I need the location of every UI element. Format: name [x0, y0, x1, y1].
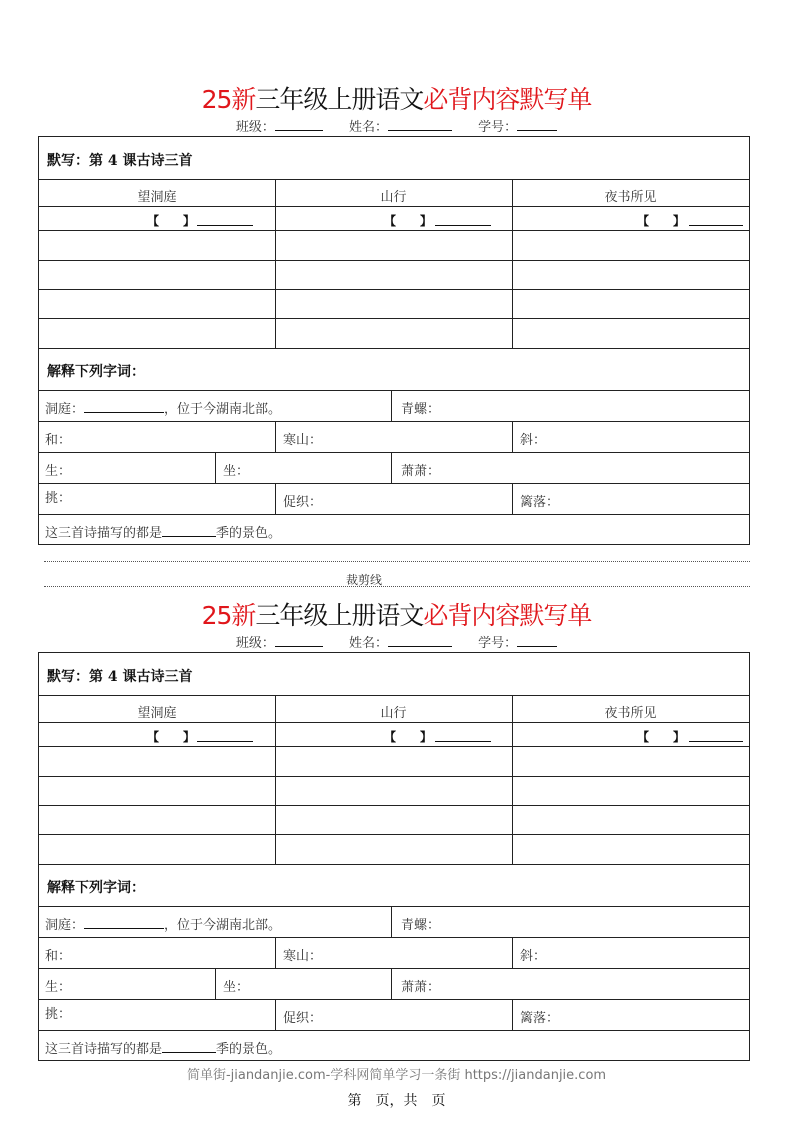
poem-title: 望洞庭: [137, 706, 177, 721]
poem-title: 山行: [380, 706, 407, 721]
class-blank[interactable]: [275, 119, 323, 131]
term-cuzhi: 促织：: [283, 495, 323, 510]
name-blank[interactable]: [388, 119, 452, 131]
author-blank[interactable]: [197, 730, 253, 742]
student-info: 班级： 姓名： 学号：: [0, 632, 793, 651]
term-tiao: 挑：: [45, 1007, 72, 1022]
term-zuo: 坐：: [223, 464, 250, 479]
term-hanshan: 寒山：: [283, 433, 323, 448]
term-dongting: 洞庭： ，位于今湖南北部。: [45, 402, 282, 417]
term-zuo: 坐：: [223, 980, 250, 995]
worksheet-copy-1: [0, 85, 793, 616]
term-he: 和：: [45, 433, 72, 448]
season-blank[interactable]: [162, 1041, 216, 1053]
id-blank[interactable]: [517, 635, 557, 647]
poem-title: 夜书所见: [604, 190, 657, 205]
footer-watermark: 简单街-jiandanjie.com-学科网简单学习一条街 https://jiandanjie.com: [186, 1068, 607, 1083]
term-liluo: 篱落：: [520, 495, 560, 510]
section-explain: 解释下列字词：: [47, 364, 145, 380]
term-cuzhi: 促织：: [283, 1011, 323, 1026]
term-qingluo: 青螺：: [401, 402, 441, 417]
poem-title: 夜书所见: [604, 706, 657, 721]
student-info: 班级： 姓名： 学号：: [0, 116, 793, 135]
summary-question: 这三首诗描写的都是 季的景色。: [45, 526, 282, 541]
author-blank[interactable]: [197, 214, 253, 226]
term-hanshan: 寒山：: [283, 949, 323, 964]
term-dongting: 洞庭： ，位于今湖南北部。: [45, 918, 282, 933]
section-dictation: 默写：第 4 课古诗三首: [47, 153, 193, 169]
author-bracket: 【 】: [384, 730, 433, 744]
author-bracket: 【 】: [637, 730, 686, 744]
cut-line-bottom: [44, 586, 750, 587]
worksheet-copy-2: [0, 601, 793, 1132]
name-blank[interactable]: [388, 635, 452, 647]
term-liluo: 篱落：: [520, 1011, 560, 1026]
term-he: 和：: [45, 949, 72, 964]
author-blank[interactable]: [689, 214, 743, 226]
author-blank[interactable]: [435, 730, 491, 742]
author-bracket: 【 】: [384, 214, 433, 228]
author-blank[interactable]: [435, 214, 491, 226]
term-xie: 斜：: [520, 433, 547, 448]
term-sheng: 生：: [45, 980, 72, 995]
worksheet-table: [38, 136, 750, 545]
term-xiaoxiao: 萧萧：: [401, 464, 441, 479]
term-tiao: 挑：: [45, 491, 72, 506]
author-blank[interactable]: [689, 730, 743, 742]
sheet-title: 25新三年级上册语文必背内容默写单: [201, 85, 592, 114]
dongting-blank[interactable]: [84, 917, 164, 929]
class-blank[interactable]: [275, 635, 323, 647]
dongting-blank[interactable]: [84, 401, 164, 413]
poem-title: 望洞庭: [137, 190, 177, 205]
term-xiaoxiao: 萧萧：: [401, 980, 441, 995]
term-sheng: 生：: [45, 464, 72, 479]
poem-title: 山行: [380, 190, 407, 205]
page-number: 第 页，共 页: [347, 1093, 446, 1109]
author-bracket: 【 】: [147, 214, 196, 228]
author-bracket: 【 】: [147, 730, 196, 744]
section-dictation: 默写：第 4 课古诗三首: [47, 669, 193, 685]
id-blank[interactable]: [517, 119, 557, 131]
season-blank[interactable]: [162, 525, 216, 537]
summary-question: 这三首诗描写的都是 季的景色。: [45, 1042, 282, 1057]
section-explain: 解释下列字词：: [47, 880, 145, 896]
term-xie: 斜：: [520, 949, 547, 964]
sheet-title: 25新三年级上册语文必背内容默写单: [201, 601, 592, 630]
term-qingluo: 青螺：: [401, 918, 441, 933]
author-bracket: 【 】: [637, 214, 686, 228]
cut-line-label: 裁剪线: [346, 573, 383, 587]
worksheet-table: [38, 652, 750, 1061]
cut-line-top: [44, 561, 750, 562]
